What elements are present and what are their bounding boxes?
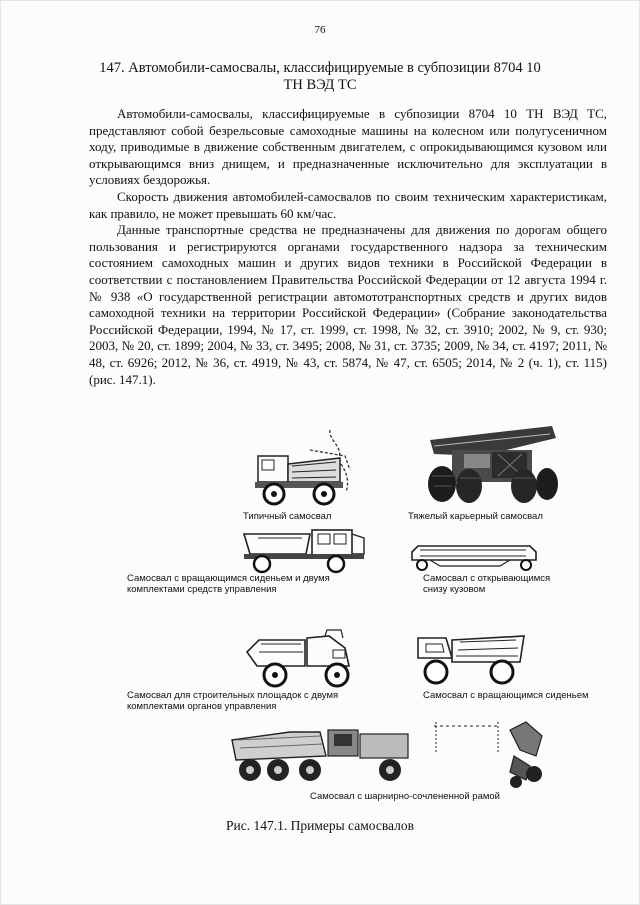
figure-147-1 xyxy=(100,408,640,808)
label-rotating-seat-line-2: комплектами средств управления xyxy=(127,584,277,595)
rotating-seat-truck-right-drawing xyxy=(412,628,532,686)
typical-dump-truck-drawing xyxy=(250,420,385,510)
bottom-opening-truck-drawing xyxy=(410,542,540,572)
page-number: 76 xyxy=(314,24,326,36)
rotating-seat-truck-drawing xyxy=(240,520,370,575)
heavy-mining-truck-photo xyxy=(422,416,562,506)
label-bottom-opening-line-2: снизу кузовом xyxy=(423,584,486,595)
articulated-truck-drawing xyxy=(230,726,415,786)
label-heavy-mining-truck: Тяжелый карьерный самосвал xyxy=(408,511,543,522)
label-bottom-opening-line-1: Самосвал с открывающимся xyxy=(423,573,551,584)
section-title xyxy=(90,60,550,94)
label-construction-line-1: Самосвал для строительных площадок с двумя xyxy=(127,690,339,701)
label-articulated-truck: Самосвал с шарнирно-сочлененной рамой xyxy=(310,791,500,802)
section-title-line-2: ТН ВЭД ТС xyxy=(283,77,357,93)
label-construction-site-truck xyxy=(127,690,338,712)
body-text xyxy=(89,106,607,388)
label-construction-line-2: комплектами органов управления xyxy=(127,701,277,712)
section-title-line-1: 147. Автомобили-самосвалы, классифицируемые в субпозиции 8704 10 xyxy=(99,60,541,76)
paragraph-1: Автомобили-самосвалы, классифицируемые в субпозиции 8704 10 ТН ВЭД ТС, представляют собой безрельсовые самоходные машины на колесном или полугусеничном ходу, приводимые в движение собственным двигателем, с опрокидывающимся кузовом или открывающимся вниз днищем, и предназначенные исключительно для эксплуатации в условиях бездорожья. xyxy=(89,106,607,188)
label-bottom-opening-truck xyxy=(423,573,550,595)
construction-site-truck-drawing xyxy=(245,630,370,690)
articulated-truck-detail-drawing xyxy=(430,716,550,791)
figure-caption: Рис. 147.1. Примеры самосвалов xyxy=(226,818,414,833)
label-typical-dump-truck: Типичный самосвал xyxy=(243,511,332,522)
label-rotating-seat-line-1: Самосвал с вращающимся сиденьем и двумя xyxy=(127,573,330,584)
label-rotating-seat-truck-right: Самосвал с вращающимся сиденьем xyxy=(423,690,589,701)
paragraph-2: Скорость движения автомобилей-самосвалов по своим техническим характеристикам, как правило, не может превышать 60 км/час. xyxy=(89,188,607,221)
label-rotating-seat-truck xyxy=(127,573,330,595)
paragraph-3: Данные транспортные средства не предназначены для движения по дорогам общего пользования и регистрируются органами государственного надзора за техническим состоянием самоходных машин и других видов техники в Российской Федерации в соответствии с постановлением Правительства Российской Федерации от 12 августа 1994 г. № 938 «О государственной регистрации автомототранспортных средств и других видов самоходной техники на территории Российской Федерации» (Собрание законодательства Российской Федерации, 1994, № 17, ст. 1999, ст. 1998, № 32, ст. 3910; 2002, № 9, ст. 930; 2003, № 20, ст. 1899; 2004, № 33, ст. 3495; 2008, № 31, ст. 3735; 2009, № 34, ст. 4197; 2011, № 48, ст. 6926; 2012, № 36, ст. 4919, № 43, ст. 5874, № 47, ст. 6505; 2014, № 2 (ч. 1), ст. 115) (рис. 147.1). xyxy=(89,222,607,387)
